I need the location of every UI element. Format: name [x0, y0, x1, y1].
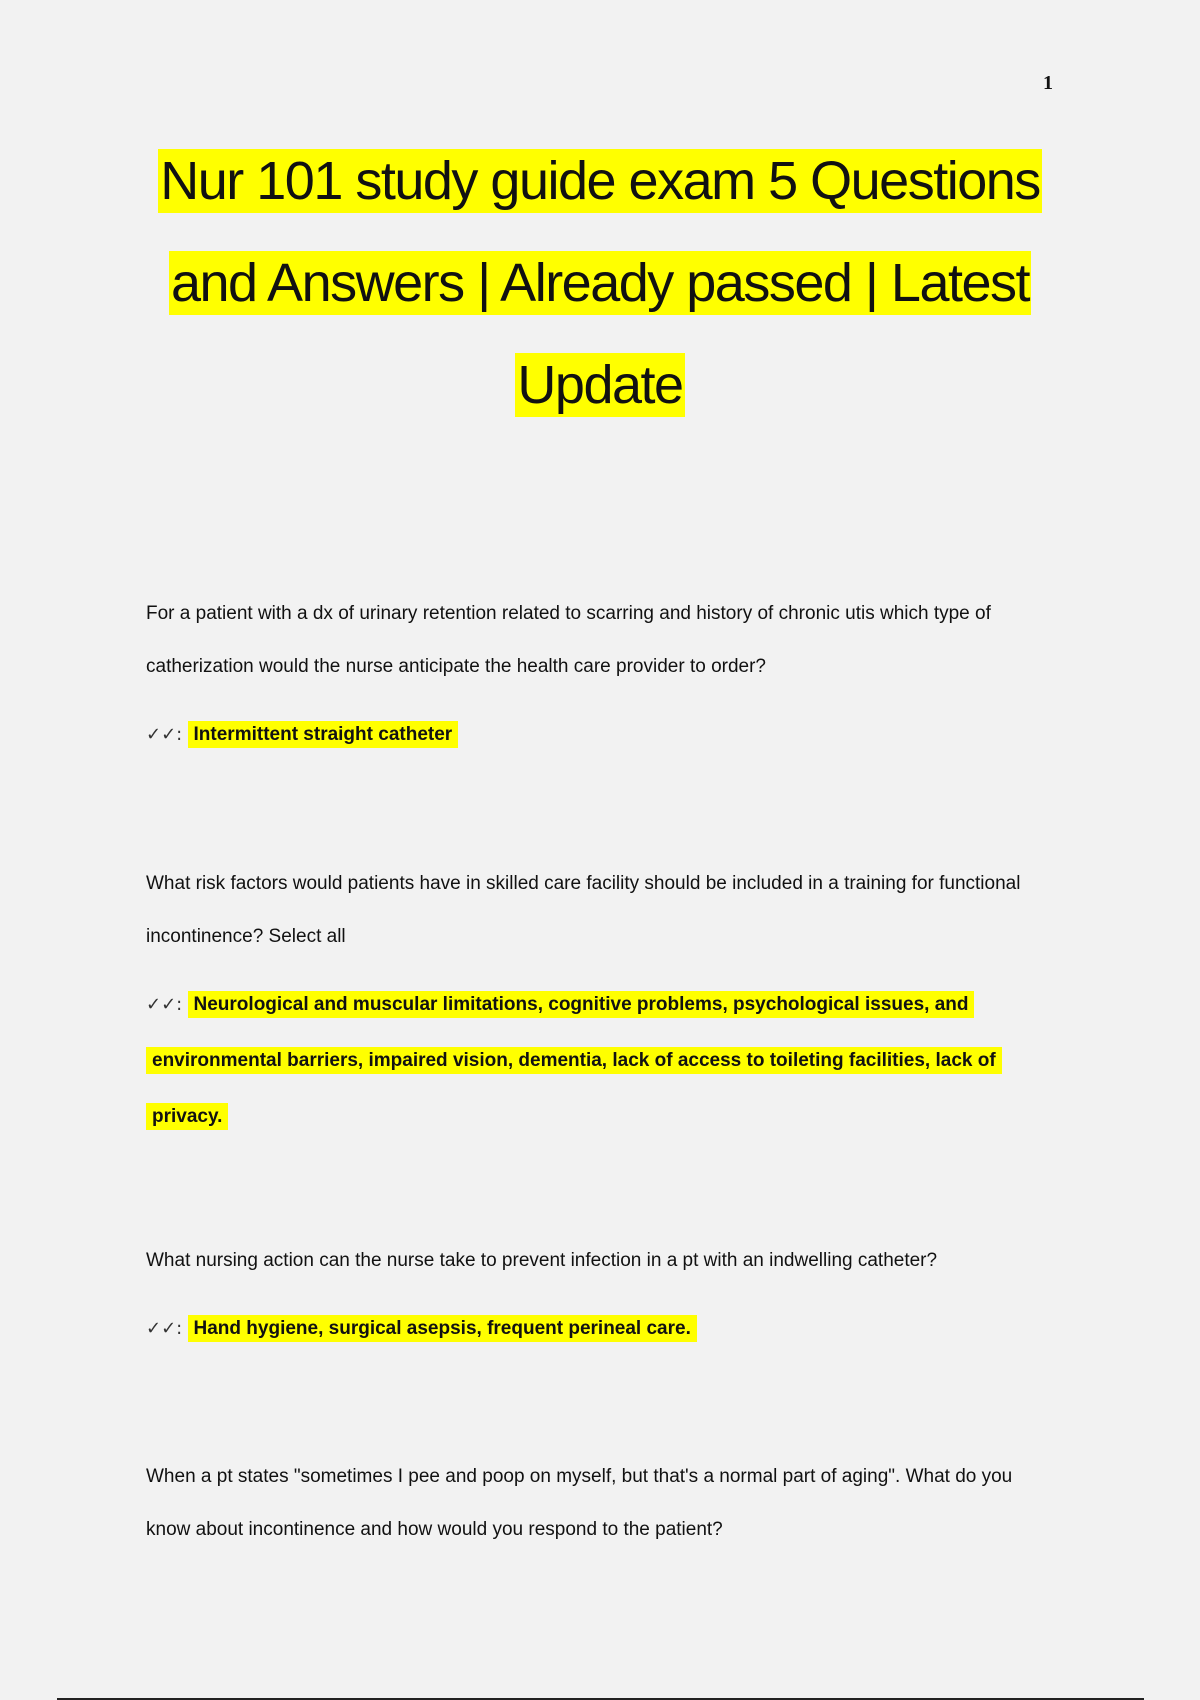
check-mark-icon: ✓✓: — [146, 724, 183, 745]
answer-3-text: Hand hygiene, surgical asepsis, frequent perineal care. — [188, 1315, 697, 1342]
qa-block-1 — [146, 587, 1056, 763]
answer-3 — [146, 1301, 1056, 1357]
qa-block-2 — [146, 857, 1056, 1145]
qa-block-4 — [146, 1450, 1056, 1556]
answer-2-text: Neurological and muscular limitations, cognitive problems, psychological issues, and environmental barriers, impaired vision, dementia, lack of access to toileting facilities, lack of privacy. — [146, 991, 1002, 1130]
page-number: 1 — [1043, 72, 1053, 94]
check-mark-icon: ✓✓: — [146, 994, 183, 1015]
answer-2 — [146, 977, 1056, 1145]
check-mark-icon: ✓✓: — [146, 1318, 183, 1339]
answer-1-text: Intermittent straight catheter — [188, 721, 459, 748]
answer-1 — [146, 707, 1056, 763]
title-text: Nur 101 study guide exam 5 Questions and Answers | Already passed | Latest Update — [160, 151, 1040, 415]
question-3: What nursing action can the nurse take to prevent infection in a pt with an indwelling catheter? — [146, 1250, 938, 1271]
question-1: For a patient with a dx of urinary retention related to scarring and history of chronic utis which type of catherization would the nurse anticipate the health care provider to order? — [146, 603, 991, 677]
page-title — [150, 130, 1050, 436]
qa-block-3 — [146, 1234, 1056, 1357]
question-2: What risk factors would patients have in skilled care facility should be included in a training for functional incontinence? Select all — [146, 873, 1021, 947]
question-4: When a pt states "sometimes I pee and poop on myself, but that's a normal part of aging". What do you know about incontinence and how would you respond to the patient? — [146, 1466, 1013, 1540]
